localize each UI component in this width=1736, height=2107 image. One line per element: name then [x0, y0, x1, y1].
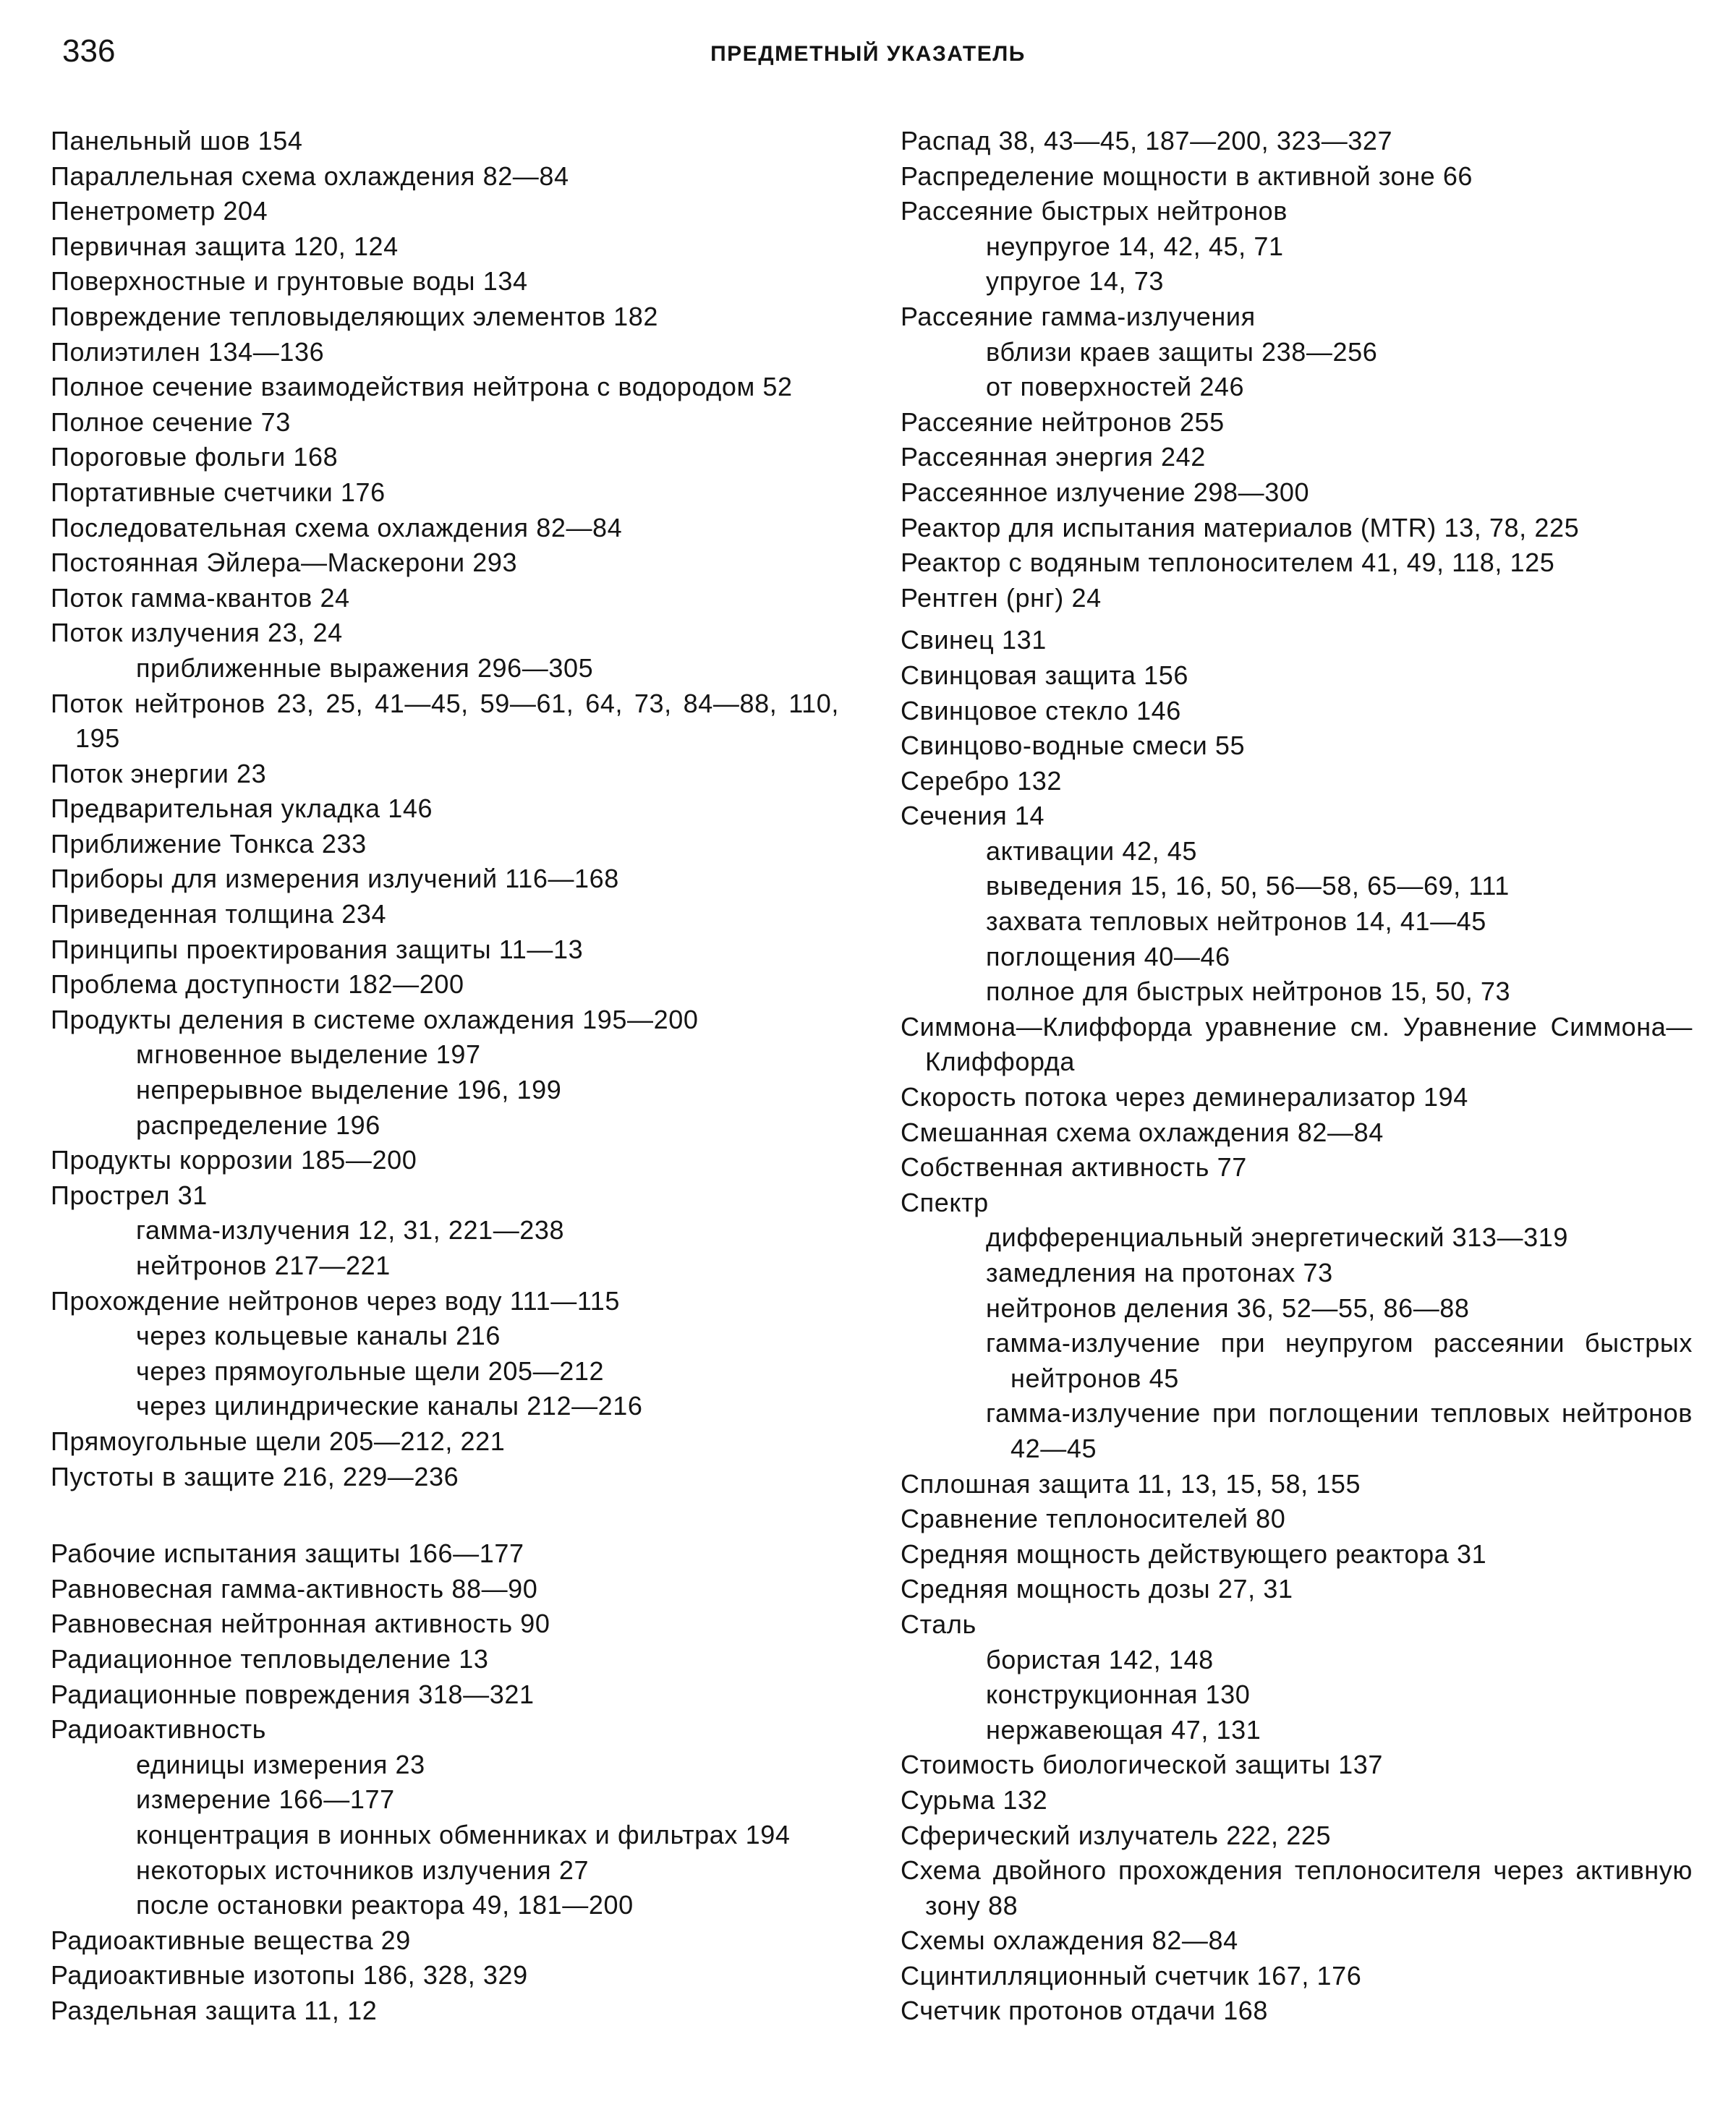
index-entry: Рассеяние быстрых нейтронов: [901, 196, 1288, 226]
index-entry: Пустоты в защите 216, 229—236: [51, 1461, 459, 1491]
index-entry: Равновесная гамма-активность 88—90: [51, 1573, 538, 1604]
index-subentry: нержавеющая 47, 131: [986, 1714, 1261, 1745]
index-entry: Рентген (рнг) 24: [901, 582, 1102, 613]
index-subentry: распределение 196: [136, 1110, 380, 1140]
index-entry: Реактор с водяным теплоносителем 41, 49, 118, 125: [901, 548, 1555, 578]
letter-group-gap: [51, 1494, 839, 1536]
index-entry: Распад 38, 43—45, 187—200, 323—327: [901, 126, 1393, 156]
index-entry: Портативные счетчики 176: [51, 477, 386, 507]
index-entry: Рассеянное излучение 298—300: [901, 477, 1310, 507]
index-entry: Равновесная нейтронная активность 90: [51, 1609, 550, 1639]
index-entry: Прострел 31: [51, 1180, 208, 1210]
index-entry: Сцинтилляционный счетчик 167, 176: [901, 1960, 1362, 1991]
index-entry: Спектр: [901, 1187, 989, 1217]
index-entry: Рассеянная энергия 242: [901, 442, 1206, 472]
index-entry: Продукты деления в системе охлаждения 195—200: [51, 1004, 699, 1034]
index-entry: Распределение мощности в активной зоне 66: [901, 161, 1473, 191]
index-entry: Рассеяние гамма-излучения: [901, 301, 1256, 331]
index-entry: Реактор для испытания материалов (MTR) 13, 78, 225: [901, 512, 1580, 542]
index-subentry: выведения 15, 16, 50, 56—58, 65—69, 111: [986, 871, 1510, 901]
index-subentry: конструкционная 130: [986, 1680, 1251, 1710]
letter-group-gap: [901, 616, 1693, 623]
index-subentry: непрерывное выделение 196, 199: [136, 1075, 562, 1105]
index-subentry: полное для быстрых нейтронов 15, 50, 73: [986, 976, 1511, 1007]
index-entry: Проблема доступности 182—200: [51, 969, 464, 1000]
index-entry: Пороговые фольги 168: [51, 442, 339, 472]
index-entry: Первичная защита 120, 124: [51, 231, 399, 261]
index-entry: Свинцовая защита 156: [901, 660, 1189, 690]
index-subentry: единицы измерения 23: [136, 1749, 425, 1779]
index-subentry: гамма-излучения 12, 31, 221—238: [136, 1215, 565, 1246]
index-entry: Прохождение нейтронов через воду 111—115: [51, 1285, 621, 1316]
index-entry: Предварительная укладка 146: [51, 793, 433, 824]
index-entry: Сферический излучатель 222, 225: [901, 1820, 1332, 1850]
index-entry: Приближение Тонкса 233: [51, 828, 367, 859]
index-entry: Смешанная схема охлаждения 82—84: [901, 1117, 1384, 1147]
index-entry: Средняя мощность дозы 27, 31: [901, 1574, 1293, 1604]
running-head: ПРЕДМЕТНЫЙ УКАЗАТЕЛЬ: [710, 42, 1026, 66]
index-column-left: [51, 124, 839, 2028]
index-entry: Серебро 132: [901, 765, 1062, 796]
index-entry: Полное сечение взаимодействия нейтрона с водородом 52: [51, 372, 793, 402]
index-subentry: нейтронов 217—221: [136, 1251, 391, 1280]
index-entry: Сталь: [901, 1609, 977, 1639]
index-entry: Счетчик протонов отдачи 168: [901, 1996, 1269, 2026]
index-entry: Прямоугольные щели 205—212, 221: [51, 1426, 506, 1456]
index-entry: Симмона—Клиффорда уравнение см. Уравнение Симмона—Клиффорда: [901, 1011, 1693, 1077]
index-entry: Принципы проектирования защиты 11—13: [51, 934, 584, 964]
index-entry: Собственная активность 77: [901, 1152, 1247, 1183]
index-subentry: через прямоугольные щели 205—212: [136, 1355, 605, 1386]
index-entry: Параллельная схема охлаждения 82—84: [51, 161, 569, 191]
index-entry: Пенетрометр 204: [51, 196, 268, 226]
index-entry: Схема двойного прохождения теплоносителя через активную зону 88: [901, 1855, 1693, 1920]
index-subentry: гамма-излучение при неупругом рассеянии быстрых нейтронов 45: [986, 1328, 1693, 1393]
index-entry: Радиационные повреждения 318—321: [51, 1679, 535, 1709]
index-entry: Радиоактивные изотопы 186, 328, 329: [51, 1960, 528, 1991]
index-entry: Стоимость биологической защиты 137: [901, 1750, 1384, 1780]
index-entry: Панельный шов 154: [51, 126, 303, 156]
index-entry: Сечения 14: [901, 801, 1045, 831]
index-subentry: замедления на протонах 73: [986, 1258, 1333, 1287]
index-entry: Радиационное тепловыделение 13: [51, 1643, 489, 1674]
index-subentry: некоторых источников излучения 27: [136, 1855, 590, 1885]
index-subentry: после остановки реактора 49, 181—200: [136, 1890, 634, 1920]
index-subentry: гамма-излучение при поглощении тепловых нейтронов 42—45: [986, 1398, 1693, 1463]
index-entry: Продукты коррозии 185—200: [51, 1145, 417, 1175]
index-entry: Последовательная схема охлаждения 82—84: [51, 512, 623, 542]
index-entry: Радиоактивность: [51, 1714, 267, 1745]
index-subentry: упругое 14, 73: [986, 266, 1164, 297]
index-subentry: нейтронов деления 36, 52—55, 86—88: [986, 1293, 1470, 1323]
index-subentry: от поверхностей 246: [986, 372, 1245, 402]
index-entry: Сравнение теплоносителей 80: [901, 1504, 1286, 1534]
index-entry: Повреждение тепловыделяющих элементов 182: [51, 301, 659, 331]
index-entry: Свинцово-водные смеси 55: [901, 731, 1246, 761]
index-subentry: активации 42, 45: [986, 835, 1198, 866]
index-entry: Средняя мощность действующего реактора 31: [901, 1538, 1487, 1569]
index-subentry: через цилиндрические каналы 212—216: [136, 1391, 643, 1421]
index-subentry: через кольцевые каналы 216: [136, 1321, 501, 1351]
index-entry: Поток гамма-квантов 24: [51, 582, 350, 613]
index-entry: Полное сечение 73: [51, 406, 291, 437]
index-entry: Приборы для измерения излучений 116—168: [51, 864, 619, 894]
index-entry: Свинцовое стекло 146: [901, 695, 1181, 725]
index-subentry: мгновенное выделение 197: [136, 1039, 481, 1070]
index-subentry: концентрация в ионных обменниках и фильтрах 194: [136, 1819, 791, 1850]
index-entry: Рассеяние нейтронов 255: [901, 406, 1225, 437]
index-entry: Свинец 131: [901, 625, 1047, 655]
index-entry: Радиоактивные вещества 29: [51, 1925, 411, 1955]
index-entry: Схемы охлаждения 82—84: [901, 1925, 1238, 1956]
index-entry: Поток энергии 23: [51, 758, 267, 788]
index-subentry: захвата тепловых нейтронов 14, 41—45: [986, 906, 1486, 937]
page-number: 336: [62, 33, 116, 69]
index-entry: Поток излучения 23, 24: [51, 618, 343, 648]
index-entry: Рабочие испытания защиты 166—177: [51, 1538, 524, 1569]
index-entry: Постоянная Эйлера—Маскерони 293: [51, 548, 518, 578]
index-entry: Полиэтилен 134—136: [51, 336, 325, 367]
index-entry: Раздельная защита 11, 12: [51, 1995, 378, 2025]
index-subentry: бористая 142, 148: [986, 1644, 1214, 1674]
index-subentry: неупругое 14, 42, 45, 71: [986, 231, 1284, 261]
index-entry: Скорость потока через деминерализатор 194: [901, 1082, 1468, 1112]
index-subentry: приближенные выражения 296—305: [136, 652, 594, 683]
index-column-right: [901, 124, 1693, 2029]
index-entry: Приведенная толщина 234: [51, 899, 387, 929]
index-subentry: вблизи краев защиты 238—256: [986, 336, 1378, 367]
index-subentry: поглощения 40—46: [986, 941, 1230, 971]
index-entry: Поток нейтронов 23, 25, 41—45, 59—61, 64, 73, 84—88, 110, 195: [51, 688, 839, 754]
index-entry: Сплошная защита 11, 13, 15, 58, 155: [901, 1468, 1361, 1499]
index-subentry: измерение 166—177: [136, 1784, 395, 1815]
index-entry: Поверхностные и грунтовые воды 134: [51, 266, 528, 297]
index-subentry: дифференциальный энергетический 313—319: [986, 1222, 1569, 1253]
index-entry: Сурьма 132: [901, 1784, 1048, 1815]
